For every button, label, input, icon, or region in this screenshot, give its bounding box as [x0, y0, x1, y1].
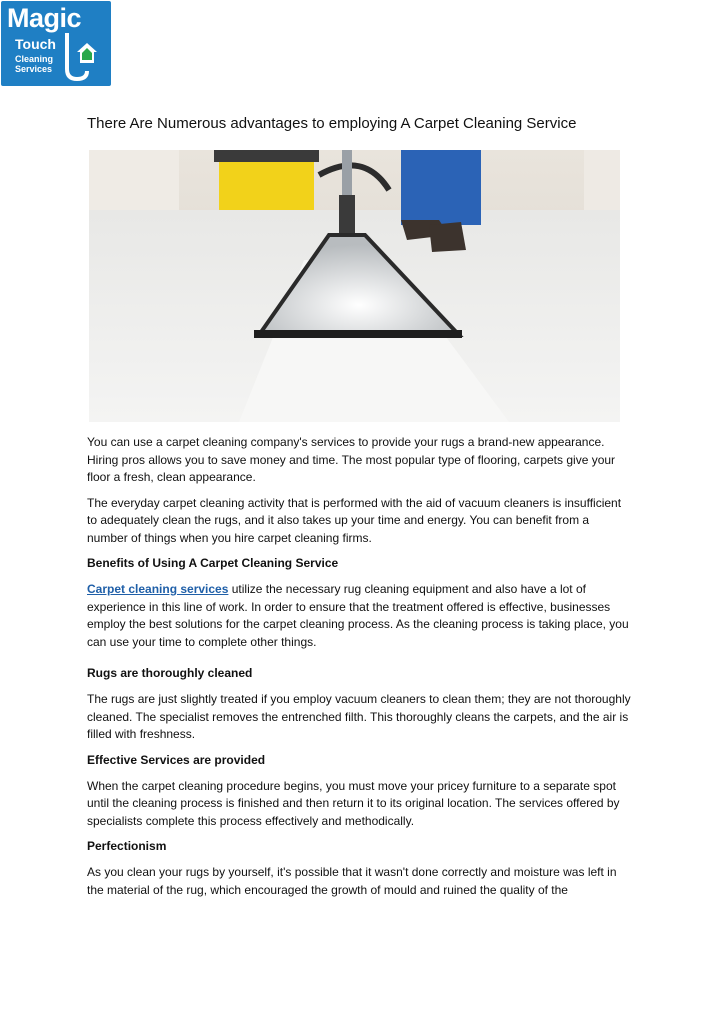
heading-rugs-cleaned: Rugs are thoroughly cleaned [87, 666, 253, 680]
logo-text-touch: Touch [15, 36, 56, 52]
paragraph-vacuum: The everyday carpet cleaning activity that is performed with the aid of vacuum cleaners is insufficient to adequately clean the rugs, and it also takes up your time and energy. You can benefit from a number of things when you hire carpet cleaning firms. [87, 495, 622, 545]
paragraph-effective: When the carpet cleaning procedure begins, you must move your pricey furniture to a separate spot until the cleaning process is finished and then return it to its original location. The services offered by specialists complete this process effectively and methodically. [87, 778, 620, 828]
company-logo [1, 1, 111, 86]
logo-text-services: Services [15, 64, 53, 74]
heading-benefits: Benefits of Using A Carpet Cleaning Service [87, 556, 339, 570]
article-body [87, 434, 632, 907]
paragraph-services [87, 581, 632, 651]
logo-text-cleaning: Cleaning [15, 54, 54, 64]
carpet-cleaning-services-link[interactable]: Carpet cleaning services [87, 582, 229, 596]
logo-text-magic: Magic [7, 3, 82, 33]
paragraph-intro: You can use a carpet cleaning company's services to provide your rugs a brand-new appearance. Hiring pros allows you to save money and time. The most popular type of flooring, carpets give your floor a fresh, clean appearance. [87, 435, 616, 484]
paragraph-perfectionism: As you clean your rugs by yourself, it's possible that it wasn't done correctly and moisture was left in the material of the rug, which encouraged the growth of mould and ruined the quality of the [87, 865, 617, 897]
paragraph-rugs: The rugs are just slightly treated if you employ vacuum cleaners to clean them; they are not thoroughly cleaned. The specialist removes the entrenched filth. This thoroughly cleans the carpets, and the air is filled with freshness. [87, 692, 631, 741]
house-icon [75, 41, 99, 65]
paragraph-services-text: utilize the necessary rug cleaning equipment and also have a lot of experience in this line of work. In order to ensure that the treatment offered is effective, businesses employ the best solutions for the carpet cleaning process. As the cleaning process is taking place, you can use your time to complete other things. [87, 582, 629, 649]
heading-perfectionism: Perfectionism [87, 839, 167, 853]
page-title: There Are Numerous advantages to employing A Carpet Cleaning Service [87, 115, 577, 132]
carpet-cleaning-photo [89, 150, 620, 422]
heading-effective-services: Effective Services are provided [87, 752, 266, 767]
